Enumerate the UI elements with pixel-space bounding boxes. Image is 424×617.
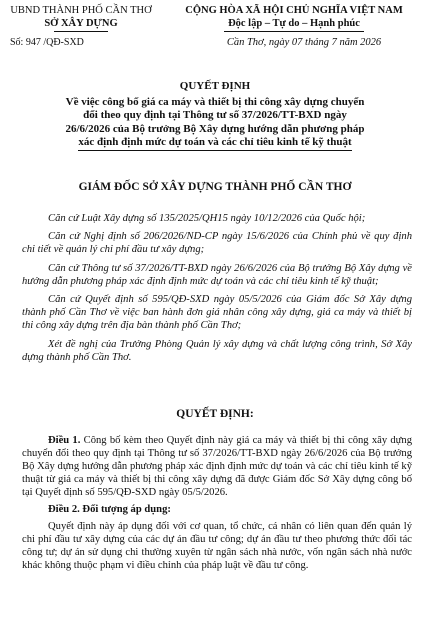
article-2-heading: Điều 2. Đối tượng áp dụng: — [48, 504, 171, 515]
title-line-3: 26/6/2026 của Bộ trưởng Bộ Xây dựng hướng dẫn phương pháp — [65, 122, 365, 135]
title-line-4: xác định định mức dự toán và các chỉ tiêu kinh tế kỹ thuật — [78, 136, 351, 151]
department-name: SỞ XÂY DỰNG — [44, 18, 118, 29]
article-2-text: Quyết định này áp dụng đối với cơ quan, tổ chức, cá nhân có liên quan đến quản lý chi phí đầu tư xây dựng của các dự án đầu tư công; dự án đầu tư theo phương thức đối tác công tư; dự án sử dụng chi thường xuyên từ ngân sách nhà nước, vốn ngân sách nhà nước khác không thuộc phạm vi điều chỉnh của pháp luật về đầu tư công. — [22, 521, 412, 571]
national-header-block — [168, 4, 420, 49]
document-number: Số: 947 /QĐ-SXD — [10, 37, 84, 48]
title-line-2: đổi theo quy định tại Thông tư số 37/2026/TT-BXD ngày — [83, 109, 347, 121]
decide-heading: QUYẾT ĐỊNH: — [176, 408, 254, 420]
article-1-text: Công bố kèm theo Quyết định này giá ca máy và thiết bị thi công xây dựng chuyển đổi theo quy định tại Thông tư số 37/2026/TT-BXD ngày 26/6/2026 của Bộ trưởng Bộ Xây dựng hướng dẫn phương pháp xác định định mức dự toán và các chỉ tiêu kinh tế kỹ thuật từ giá ca máy và thiết bị thi công xây dựng đã được Giám đốc Sở Xây dựng công bố tại Quyết định số 595/QĐ-SXD ngày 05/5/2026. — [22, 435, 413, 498]
issuing-agency-block — [6, 4, 156, 49]
legal-basis-item: Xét đề nghị của Trưởng Phòng Quản lý xây dựng và chất lượng công trình, Sở Xây dựng thành phố Cần Thơ. — [22, 338, 412, 363]
national-motto: Độc lập – Tự do – Hạnh phúc — [228, 18, 360, 29]
decision-title — [30, 80, 400, 151]
motto-underline — [224, 31, 364, 32]
agency-name: UBND THÀNH PHỐ CẦN THƠ — [10, 5, 152, 16]
legal-basis-item: Căn cứ Thông tư số 37/2026/TT-BXD ngày 26/6/2026 của Bộ trưởng Bộ Xây dựng về hướng dẫn phương pháp xác định định mức dự toán và các chỉ tiêu kinh tế kỹ thuật; — [22, 262, 412, 287]
country-name: CỘNG HÒA XÃ HỘI CHỦ NGHĨA VIỆT NAM — [185, 5, 403, 16]
title-line-1: Về việc công bố giá ca máy và thiết bị thi công xây dựng chuyển — [65, 95, 365, 108]
decision-heading: QUYẾT ĐỊNH — [179, 80, 251, 92]
agency-underline — [54, 31, 108, 32]
place-date: Cần Thơ, ngày 07 tháng 7 năm 2026 — [226, 37, 382, 48]
legal-basis-item: Căn cứ Luật Xây dựng số 135/2025/QH15 ngày 10/12/2026 của Quốc hội; — [48, 213, 366, 224]
article-1-label: Điều 1. — [48, 435, 81, 446]
article-1 — [22, 434, 412, 499]
issuing-authority: GIÁM ĐỐC SỞ XÂY DỰNG THÀNH PHỐ CẦN THƠ — [78, 181, 352, 193]
legal-basis-item: Căn cứ Nghị định số 206/2026/ND-CP ngày 15/6/2026 của Chính phủ về quy định chi tiết về quản lý chi phí đầu tư xây dựng; — [22, 231, 412, 256]
legal-basis-item: Căn cứ Quyết định số 595/QĐ-SXD ngày 05/5/2026 của Giám đốc Sở Xây dựng thành phố Cần Thơ về việc ban hành đơn giá nhân công xây dựng, giá ca máy và thiết bị thi công xây dựng trên địa bàn thành phố Cần Thơ; — [22, 294, 412, 332]
legal-basis-list — [22, 212, 412, 369]
articles-section — [22, 434, 412, 576]
